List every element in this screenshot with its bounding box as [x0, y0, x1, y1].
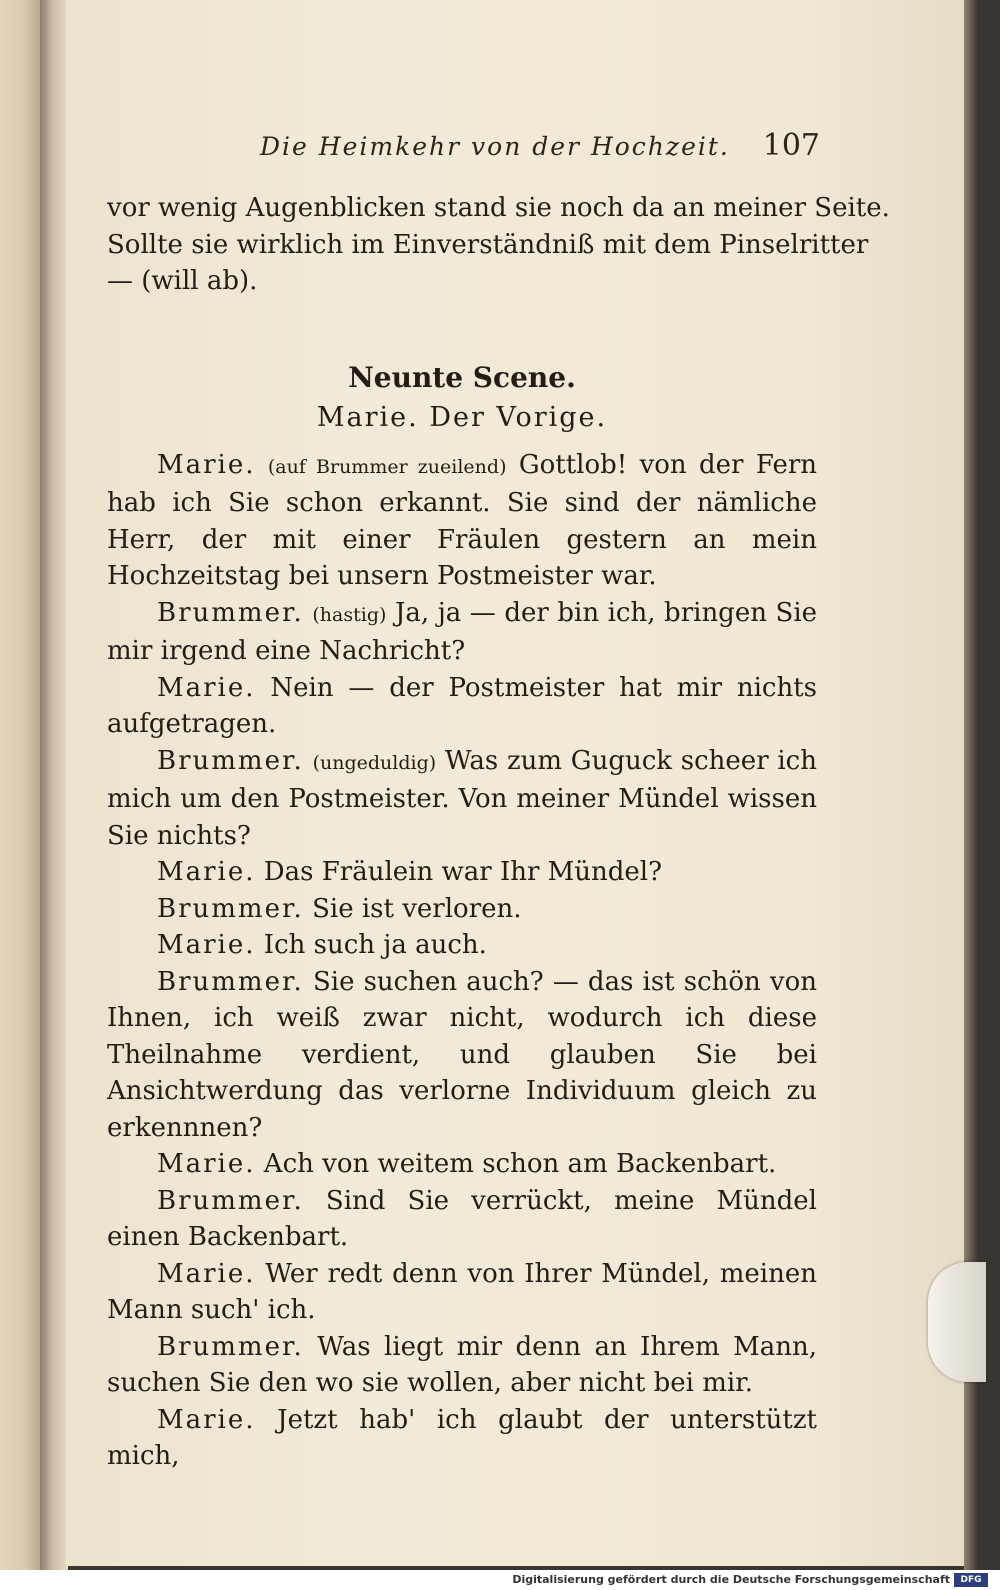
speech-text: Jetzt hab' ich glaubt der unterstützt mich, [107, 1404, 818, 1471]
speech-text: Das Fräulein war Ihr Mündel? [263, 857, 663, 887]
stage-direction: (auf Brummer zueilend) [267, 455, 507, 478]
speaker-name: Marie. [157, 1258, 256, 1289]
page-footer [0, 1570, 1000, 1590]
speech-text: Sie ist verloren. [312, 893, 522, 924]
speech-paragraph [107, 1183, 817, 1256]
speech-text: Nein — der Postmeister hat mir nichts aufgetragen. [107, 672, 818, 739]
speech-paragraph [107, 927, 817, 964]
intro-line: vor wenig Augenblicken stand sie noch da an meiner Seite. [107, 193, 890, 223]
speaker-name: Brummer. [157, 966, 304, 997]
speech-paragraph [107, 1256, 817, 1329]
stage-direction: (hastig) [312, 603, 387, 626]
footer-credit: Digitalisierung gefördert durch die Deutsche Forschungsgemeinschaft [512, 1573, 950, 1586]
speech-text: Was liegt mir denn an Ihrem Mann, suchen Sie den wo sie wollen, aber nicht bei mir. [107, 1331, 817, 1398]
speech-text: Sind Sie verrückt, meine Mündel einen Backenbart. [107, 1185, 818, 1252]
speech-paragraph [107, 891, 817, 928]
speaker-name: Brummer. [157, 745, 304, 776]
speech-text: Gottlob! von der Fern hab ich Sie schon erkannt. Sie sind der nämliche Herr, der mit einer Fräulen gestern an mein Hochzeitstag bei unsern Postmeister war. [107, 449, 818, 591]
dialogue [107, 447, 817, 1475]
intro-line: Sollte sie wirklich im Einverständniß mit dem Pinselritter [107, 229, 869, 260]
previous-page-edge [0, 0, 40, 1570]
speaker-name: Brummer. [157, 597, 304, 628]
speech-text: Ach von weitem schon am Backenbart. [263, 1149, 777, 1179]
page-text [107, 190, 890, 1475]
running-title: Die Heimkehr von der Hochzeit. [260, 132, 730, 161]
speech-paragraph [107, 447, 817, 595]
speech-paragraph [107, 854, 817, 891]
speech-text: Was zum Guguck scheer ich mich um den Postmeister. Von meiner Mündel wissen Sie nichts? [107, 745, 817, 851]
page-tab-marker [928, 1262, 986, 1382]
speaker-name: Brummer. [157, 1185, 304, 1216]
scene-persons: Marie. Der Vorige. [316, 402, 608, 433]
speech-paragraph [107, 964, 817, 1147]
speaker-name: Brummer. [157, 1331, 304, 1362]
speaker-name: Brummer. [157, 893, 304, 924]
speaker-name: Marie. [157, 672, 256, 703]
speaker-name: Marie. [157, 857, 256, 887]
speaker-name: Marie. [157, 449, 256, 480]
speech-paragraph [107, 595, 817, 670]
speech-paragraph [107, 1146, 817, 1183]
speaker-name: Marie. [157, 1149, 256, 1179]
scene-heading: Neunte Scene. [348, 360, 576, 394]
speech-paragraph [107, 743, 817, 855]
page-number: 107 [762, 128, 820, 163]
intro-line: — (will ab). [107, 266, 258, 296]
speech-paragraph [107, 670, 817, 743]
speech-text: Sie suchen auch? — das ist schön von Ihnen, ich weiß zwar nicht, wodurch ich diese Theilnahme verdient, und glauben Sie bei Ansichtwerdung das verlorne Individuum gleich zu erkennnen? [107, 966, 817, 1143]
book-gutter [40, 0, 68, 1570]
speech-paragraph [107, 1402, 817, 1475]
speaker-name: Marie. [157, 930, 256, 960]
speech-text: Wer redt denn von Ihrer Mündel, meinen Mann such' ich. [107, 1258, 817, 1325]
speech-paragraph [107, 1329, 817, 1402]
stage-direction: (ungeduldig) [312, 751, 437, 774]
speaker-name: Marie. [157, 1404, 256, 1435]
speech-text: Ja, ja — der bin ich, bringen Sie mir irgend eine Nachricht? [107, 597, 818, 666]
speech-text: Ich such ja auch. [263, 930, 487, 960]
dfg-logo: DFG [954, 1573, 988, 1587]
